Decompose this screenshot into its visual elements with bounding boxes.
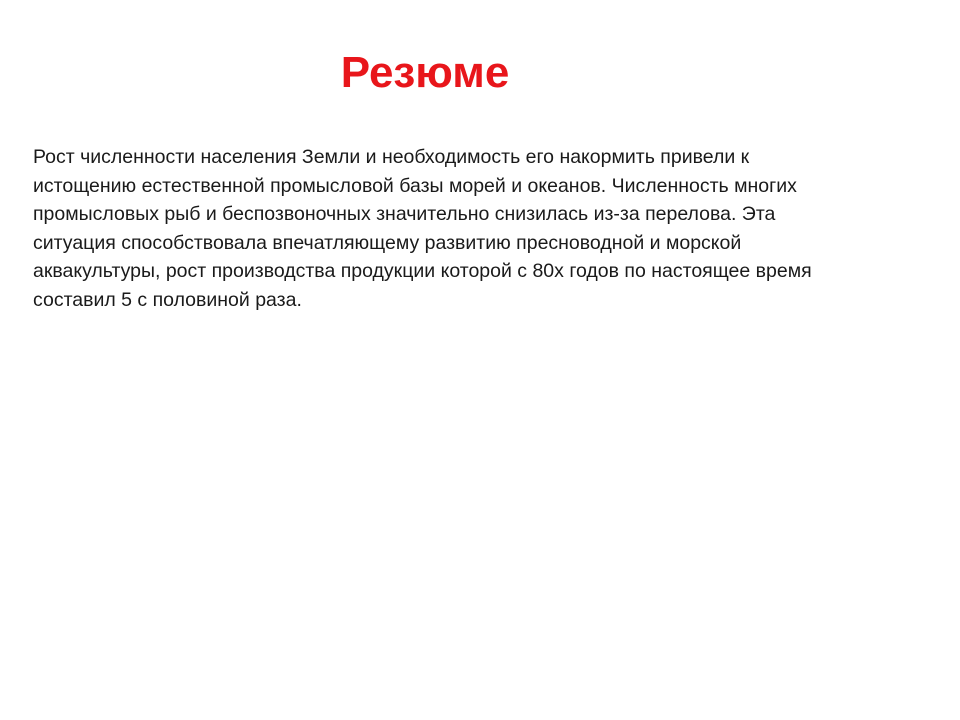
body-line: составил 5 с половиной раза.	[33, 288, 302, 311]
body-line: ситуация способствовала впечатляющему развитию пресноводной и морской	[33, 231, 742, 254]
body-line: промысловых рыб и беспозвоночных значительно снизилась из-за перелова. Эта	[33, 203, 776, 225]
slide-body-text	[33, 143, 918, 314]
body-line: Рост численности населения Земли и необходимость его накормить привели к	[33, 146, 750, 168]
slide-title: Резюме	[340, 48, 510, 97]
body-line: аквакультуры, рост производства продукции которой с 80х годов по настоящее время	[33, 260, 812, 282]
body-line: истощению естественной промысловой базы морей и океанов. Численность многих	[33, 174, 797, 197]
